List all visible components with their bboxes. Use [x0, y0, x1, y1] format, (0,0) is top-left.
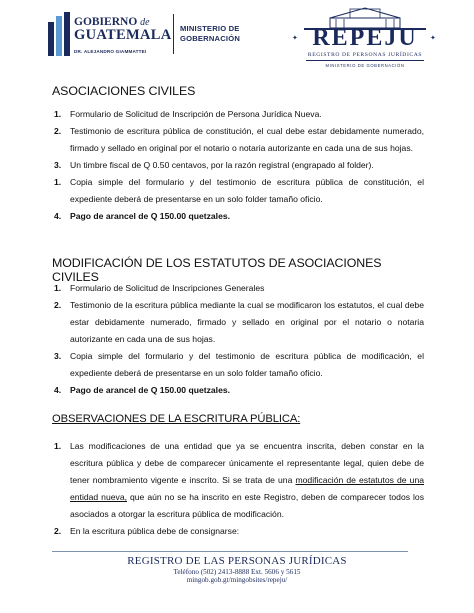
repeju-subtitle: REGISTRO DE PERSONAS JURÍDICAS — [307, 52, 423, 58]
star-icon: ✦ — [292, 35, 298, 42]
ministry-name: MINISTERIO DE GOBERNACIÓN — [180, 24, 240, 43]
requirements-list-asociaciones — [52, 106, 424, 225]
footer-phone: Teléfono (502) 2413-8888 Ext. 5606 y 5615 — [173, 568, 301, 576]
footer-url: mingob.gob.gt/mingobsites/repeju/ — [186, 576, 288, 584]
list-item: 1. Formulario de Solicitud de Inscripciones Generales — [54, 283, 265, 293]
gobierno-logo — [48, 12, 172, 58]
repeju-ministry: MINISTERIO DE GOBERNACIÓN — [325, 63, 405, 68]
list-item: 2. En la escritura pública debe de consignarse: — [54, 526, 240, 536]
list-item: 1. Formulario de Solicitud de Inscripción de Persona Jurídica Nueva. — [54, 109, 322, 119]
observations-list — [52, 438, 424, 540]
list-item: 1. Las modificaciones de una entidad que ya se encuentra inscrita, deben constar en la escritura pública y debe de comparecer únicamente el representante legal, quien debe de tener nombramiento vigente e inscrito. Si se trata de una modificación de estatutos de una entidad nueva, que aún no se ha inscrito en este Registro, deben de comparecer todos los asociados a otorgar la escritura pública de modificación. — [54, 441, 424, 519]
underlined-phrase: modificación de estatutos de una entidad nueva, — [70, 475, 424, 502]
page-footer — [0, 555, 474, 584]
header-divider — [173, 14, 174, 54]
list-item: 3. Un timbre fiscal de Q 0.50 centavos, por la razón registral (engrapado al folder). — [54, 160, 374, 170]
requirements-list-modificacion — [52, 280, 424, 399]
star-icon: ✦ — [430, 35, 436, 42]
section-title-observaciones: OBSERVACIONES DE LA ESCRITURA PÚBLICA: — [52, 413, 301, 425]
page-header — [0, 0, 474, 80]
section-title-asociaciones: ASOCIACIONES CIVILES — [52, 84, 196, 98]
gobierno-mark-icon — [48, 12, 70, 58]
repeju-title: REPEJU — [312, 25, 418, 51]
list-item: 1. Copia simple del formulario y del testimonio de escritura pública de constitución, el expediente deberá de presentarse en un solo folder tamaño oficio. — [54, 177, 424, 204]
repeju-logo — [290, 6, 440, 76]
gobierno-wordmark: GOBIERNO de GUATEMALA DR. ALEJANDRO GIAMMATTEI — [74, 16, 172, 54]
list-item: 3. Copia simple del formulario y del testimonio de escritura pública de modificación, el expediente deberá de presentarse en un solo folder tamaño oficio. — [54, 351, 424, 378]
list-item: 4. Pago de arancel de Q 150.00 quetzales. — [54, 385, 231, 395]
footer-rule — [52, 551, 408, 552]
section-title-modificacion: MODIFICACIÓN DE LOS ESTATUTOS DE ASOCIACIONES CIVILES — [52, 256, 382, 284]
list-item: 2. Testimonio de escritura pública de constitución, el cual debe estar debidamente numerado, firmado y sellado en original por el notario o notaria autorizante en cada una de sus hojas. — [54, 126, 424, 153]
list-item: 2. Testimonio de la escritura pública mediante la cual se modificaron los estatutos, el cual debe estar debidamente numerado, firmado y sellado en original por el notario o notaria autorizante en cada una de sus hojas. — [54, 300, 424, 344]
footer-org: REGISTRO DE LAS PERSONAS JURÍDICAS — [127, 555, 347, 567]
list-item: 4. Pago de arancel de Q 150.00 quetzales. — [54, 211, 231, 221]
repeju-rule — [306, 60, 424, 61]
